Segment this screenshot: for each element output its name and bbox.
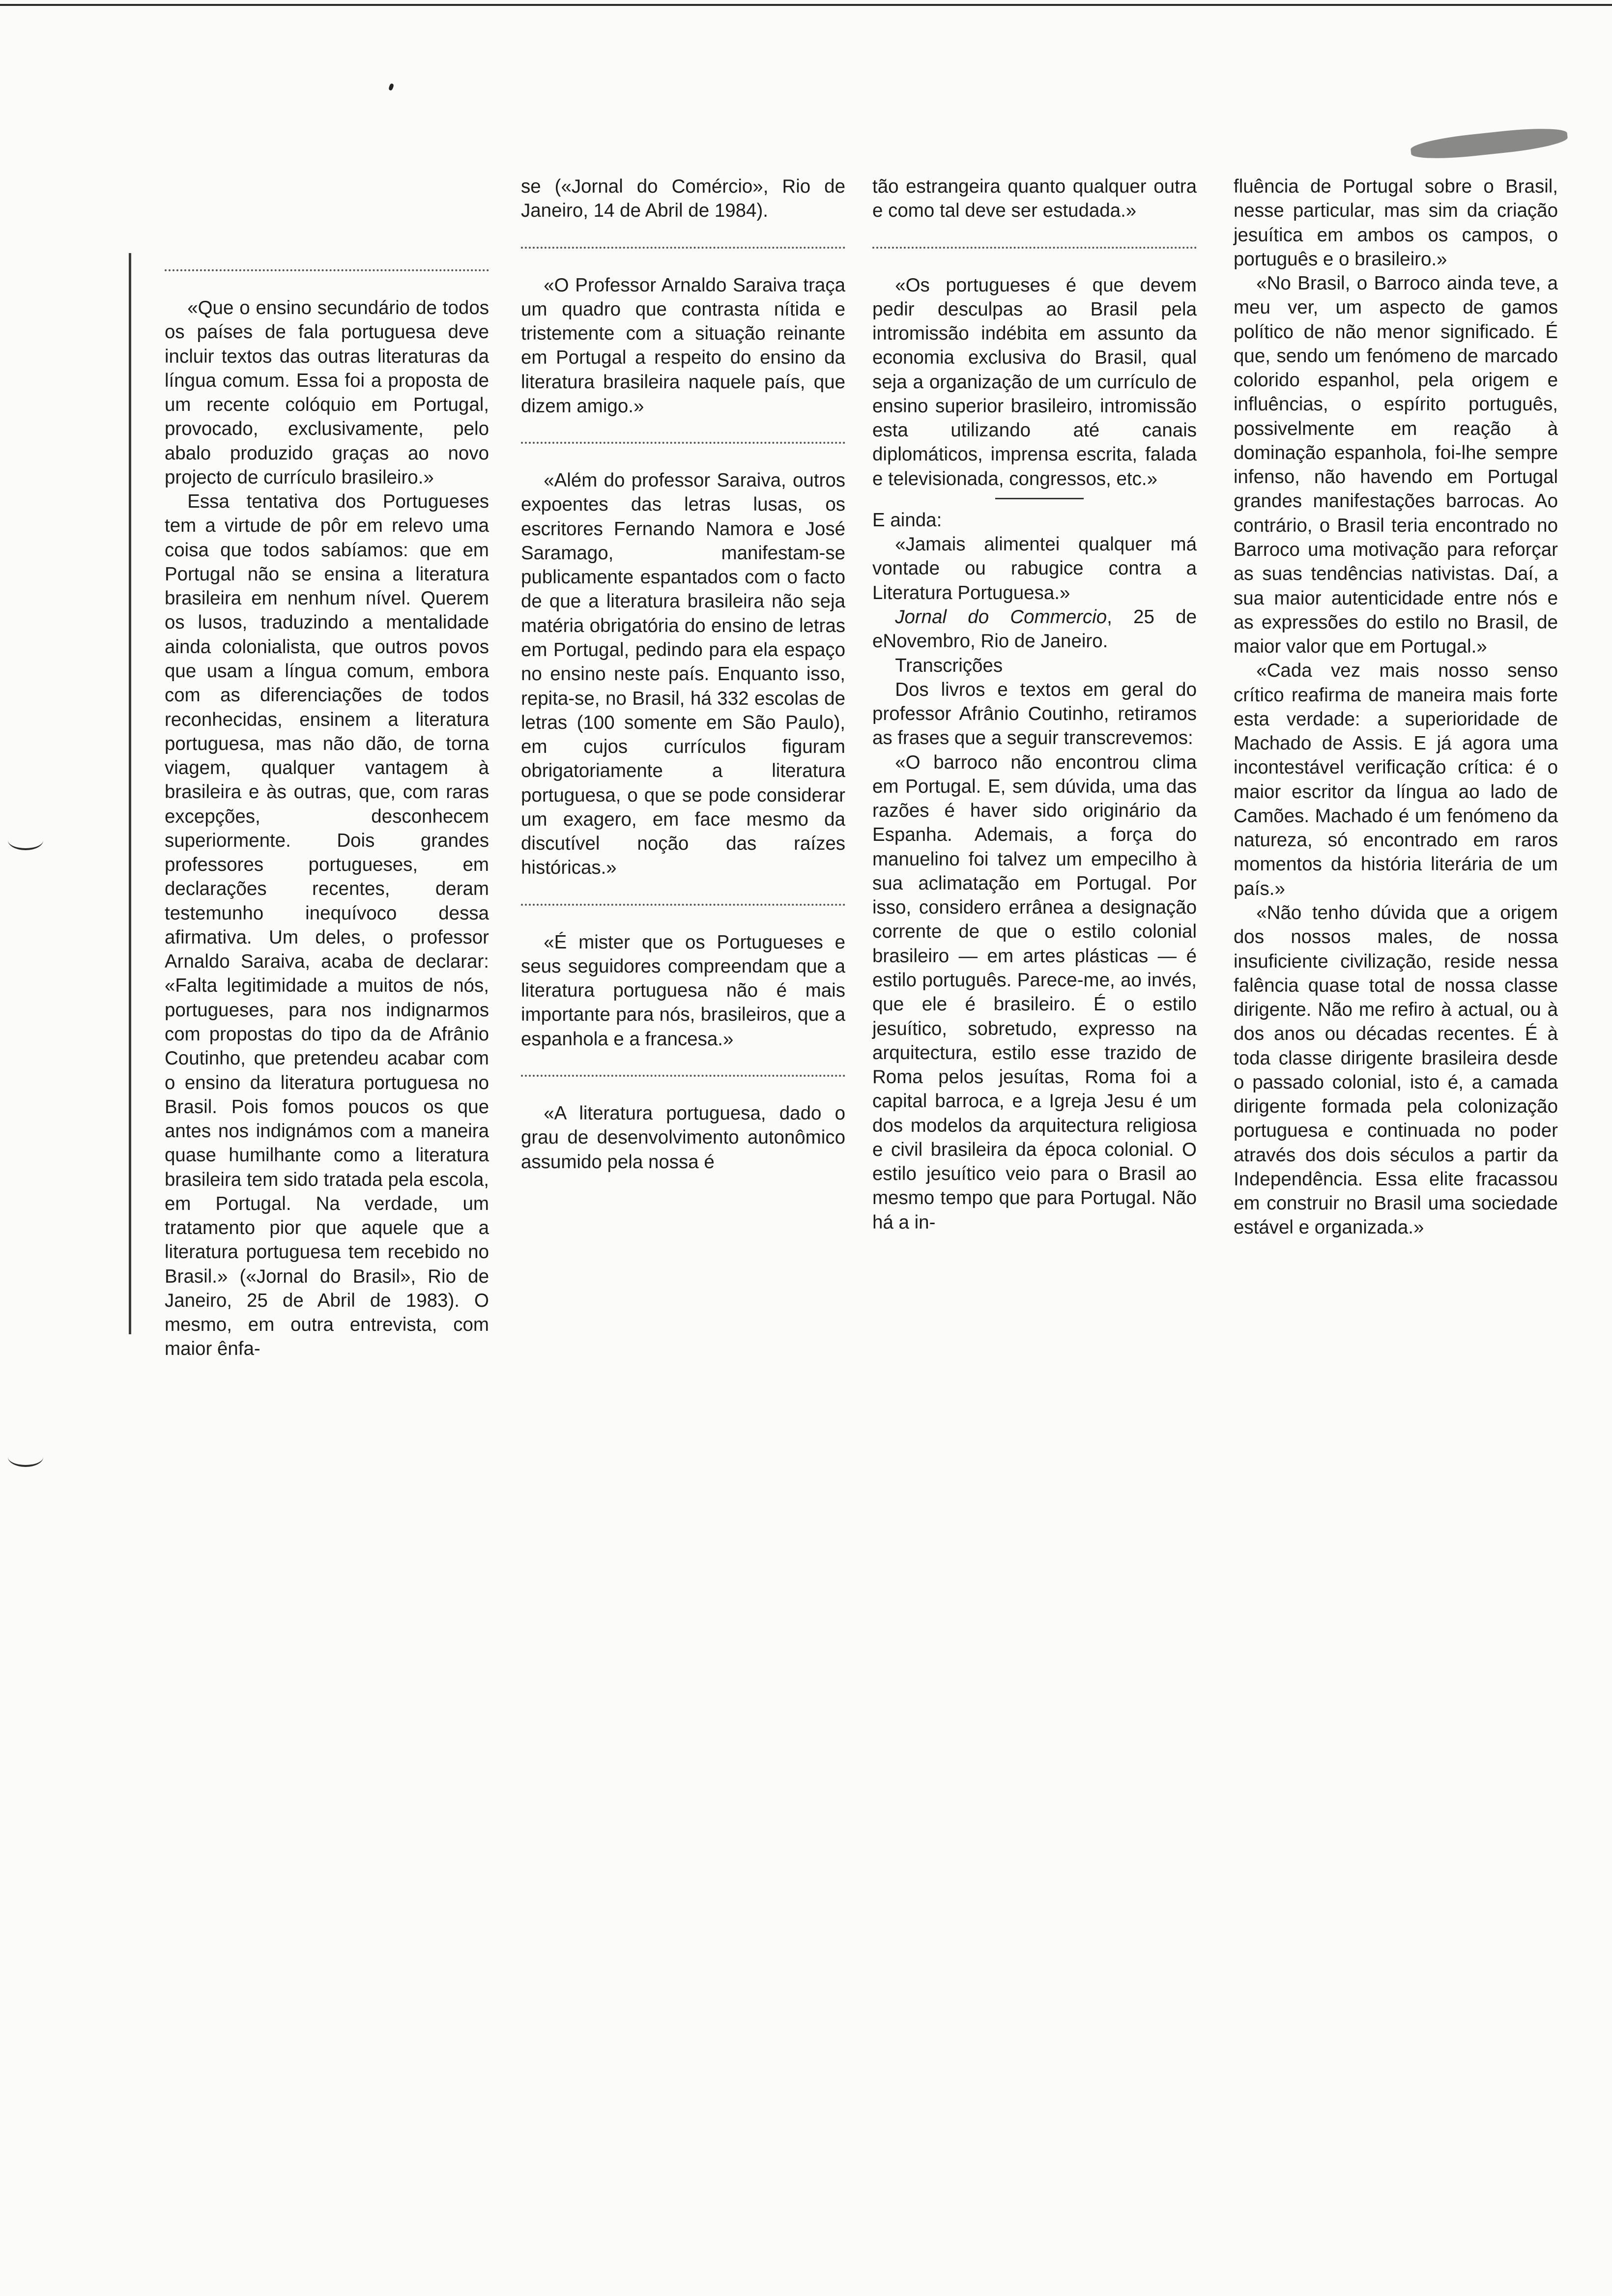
section-heading: Transcrições (895, 655, 1003, 676)
top-edge-rule (0, 4, 1612, 6)
column-3 (872, 174, 1197, 1234)
column-1 (165, 246, 489, 1361)
paragraph: tão estrangeira quanto qualquer outra e como tal deve ser estudada.» (872, 176, 1197, 222)
left-margin-line (129, 253, 131, 1334)
scan-smudge (1410, 124, 1569, 162)
dotted-separator (521, 247, 845, 249)
paragraph: Essa tentativa dos Portugueses tem a virtude de pôr em relevo uma coisa que todos sabíamos: que em Portugal não se ensina a literatura brasileira em nenhum nível. Querem os lusos, traduzindo a mentalidade ainda colonialista, que outros povos que usam a língua comum, embora com as diferenciações de todos reconhecidas, ensinem a literatura portuguesa, mas não dão, de torna viagem, qualquer vantagem à brasileira e às outras, que, com raras excepções, desconhecem superiormente. Dois grandes professores portugueses, em declarações recentes, deram testemunho inequívoco dessa afirmativa. Um deles, o professor Arnaldo Saraiva, acaba de declarar: «Falta legitimidade a muitos de nós, portugueses, para nos indignarmos com propostas do tipo da de Afrânio Coutinho, que pretendeu acabar com o ensino da literatura portuguesa no Brasil. Pois fomos poucos os que antes nos indignámos com a maneira quase humilhante como a literatura brasileira tem sido tratada pela escola, em Portugal. Na verdade, um tratamento pior que aquele que a literatura portuguesa tem recebido no Brasil.» («Jornal do Brasil», Rio de Janeiro, 25 de Abril de 1983). O mesmo, em outra entrevista, com maior ênfa- (165, 491, 489, 1360)
dotted-separator (521, 1075, 845, 1077)
dotted-separator (872, 247, 1197, 249)
column-2 (521, 174, 845, 1174)
punch-hole-mark (8, 831, 43, 850)
short-rule (995, 498, 1084, 499)
ink-speck (388, 83, 394, 91)
paragraph: se («Jornal do Comércio», Rio de Janeiro, 14 de Abril de 1984). (521, 176, 845, 222)
paragraph: «Além do professor Saraiva, outros expoentes das letras lusas, os escritores Fernando Namora e José Saramago, manifestam-se publicamente espantados com o facto de que a literatura brasileira não seja matéria obrigatória do ensino de letras em Portugal, pedindo para ela espaço no ensino neste país. Enquanto isso, repita-se, no Brasil, há 332 escolas de letras (100 somente em São Paulo), em cujos currículos figuram obrigatoriamente a literatura portuguesa, o que se pode considerar um exagero, em face mesmo da discutível noção das raízes históricas.» (521, 470, 845, 879)
paragraph: «Cada vez mais nosso senso crítico reafirma de maneira mais forte esta verdade: a superioridade de Machado de Assis. E já agora uma incontestável verificação crítica: é o maior escritor da língua ao lado de Camões. Machado é um fenómeno da natureza, só encontrado em raros momentos da história literária de um país.» (1234, 660, 1558, 899)
paragraph: «Jamais alimentei qualquer má vontade ou rabugice contra a Literatura Portuguesa.» (872, 534, 1197, 603)
paragraph: «O barroco não encontrou clima em Portugal. E, sem dúvida, uma das razões é haver sido originário da Espanha. Ademais, a força do manuelino foi talvez um empecilho à sua aclimatação em Portugal. Por isso, considero errânea a designação corrente de que o estilo colonial brasileiro — em artes plásticas — é estilo português. Parece-me, ao invés, que ele é brasileiro. É o estilo jesuítico, sobretudo, expresso na arquitectura, estilo esse trazido de Roma pelos jesuítas, Roma foi a capital barroca, e a Igreja Jesu é um dos modelos da arquitectura religiosa e civil brasileira da época colonial. O estilo jesuítico veio para o Brasil ao mesmo tempo que para Portugal. Não há a in- (872, 751, 1197, 1233)
paragraph (872, 605, 1197, 654)
dotted-separator (165, 269, 489, 271)
paragraph: «No Brasil, o Barroco ainda teve, a meu ver, um aspecto de gamos político de não menor significado. É que, sendo um fenómeno de marcado colorido espanhol, pela origem e influências, o espírito português, possivelmente em reação à dominação espanhola, foi-lhe sempre infenso, não havendo em Portugal grandes manifestações barrocas. Ao contrário, o Brasil teria encontrado no Barroco uma motivação para reforçar as suas tendências nativistas. Daí, a sua maior autenticidade entre nós e as expressões do estilo no Brasil, de maior valor que em Portugal.» (1234, 273, 1558, 658)
citation-date: , 25 de eNovembro, Rio de Janeiro. (872, 606, 1197, 652)
paragraph: Dos livros e textos em geral do professor Afrânio Coutinho, retiramos as frases que a seguir transcrevemos: (872, 679, 1197, 749)
punch-hole-mark (8, 1447, 43, 1467)
paragraph: «É mister que os Portugueses e seus seguidores compreendam que a literatura portuguesa não é mais importante para nós, brasileiros, que a espanhola e a francesa.» (521, 931, 845, 1050)
dotted-separator (521, 442, 845, 444)
source-citation: Jornal do Commercio (895, 606, 1107, 628)
column-4 (1234, 174, 1558, 1240)
dotted-separator (521, 904, 845, 906)
paragraph: «Os portugueses é que devem pedir desculpas ao Brasil pela intromissão indébita em assunto da economia exclusiva do Brasil, qual seja a organização de um currículo de ensino superior brasileiro, intromissão esta utilizando até canais diplomáticos, imprensa escrita, falada e televisionada, congressos, etc.» (872, 274, 1197, 489)
paragraph: «Não tenho dúvida que a origem dos nossos males, de nossa insuficiente civilização, reside nessa falência quase total de nossa classe dirigente. Não me refiro à actual, ou à dos anos ou décadas recentes. É à toda classe dirigente brasileira desde o passado colonial, isto é, a camada dirigente formada pela colonização portuguesa e continuada no poder através dos dois séculos a partir da Independência. Essa elite fracassou em construir no Brasil uma sociedade estável e organizada.» (1234, 902, 1558, 1238)
paragraph: «O Professor Arnaldo Saraiva traça um quadro que contrasta nítida e tristemente com a situação reinante em Portugal a respeito do ensino da literatura brasileira naquele país, que dizem amigo.» (521, 274, 845, 417)
paragraph: E ainda: (872, 509, 942, 531)
paragraph: «A literatura portuguesa, dado o grau de desenvolvimento autonômico assumido pela nossa é (521, 1102, 845, 1173)
paragraph: «Que o ensino secundário de todos os países de fala portuguesa deve incluir textos das outras literaturas da língua comum. Essa foi a proposta de um recente colóquio em Portugal, provocado, exclusivamente, pelo abalo produzido graças ao novo projecto de currículo brasileiro.» (165, 297, 489, 488)
paragraph: fluência de Portugal sobre o Brasil, nesse particular, mas sim da criação jesuítica em ambos os campos, o português e o brasileiro.» (1234, 176, 1558, 270)
